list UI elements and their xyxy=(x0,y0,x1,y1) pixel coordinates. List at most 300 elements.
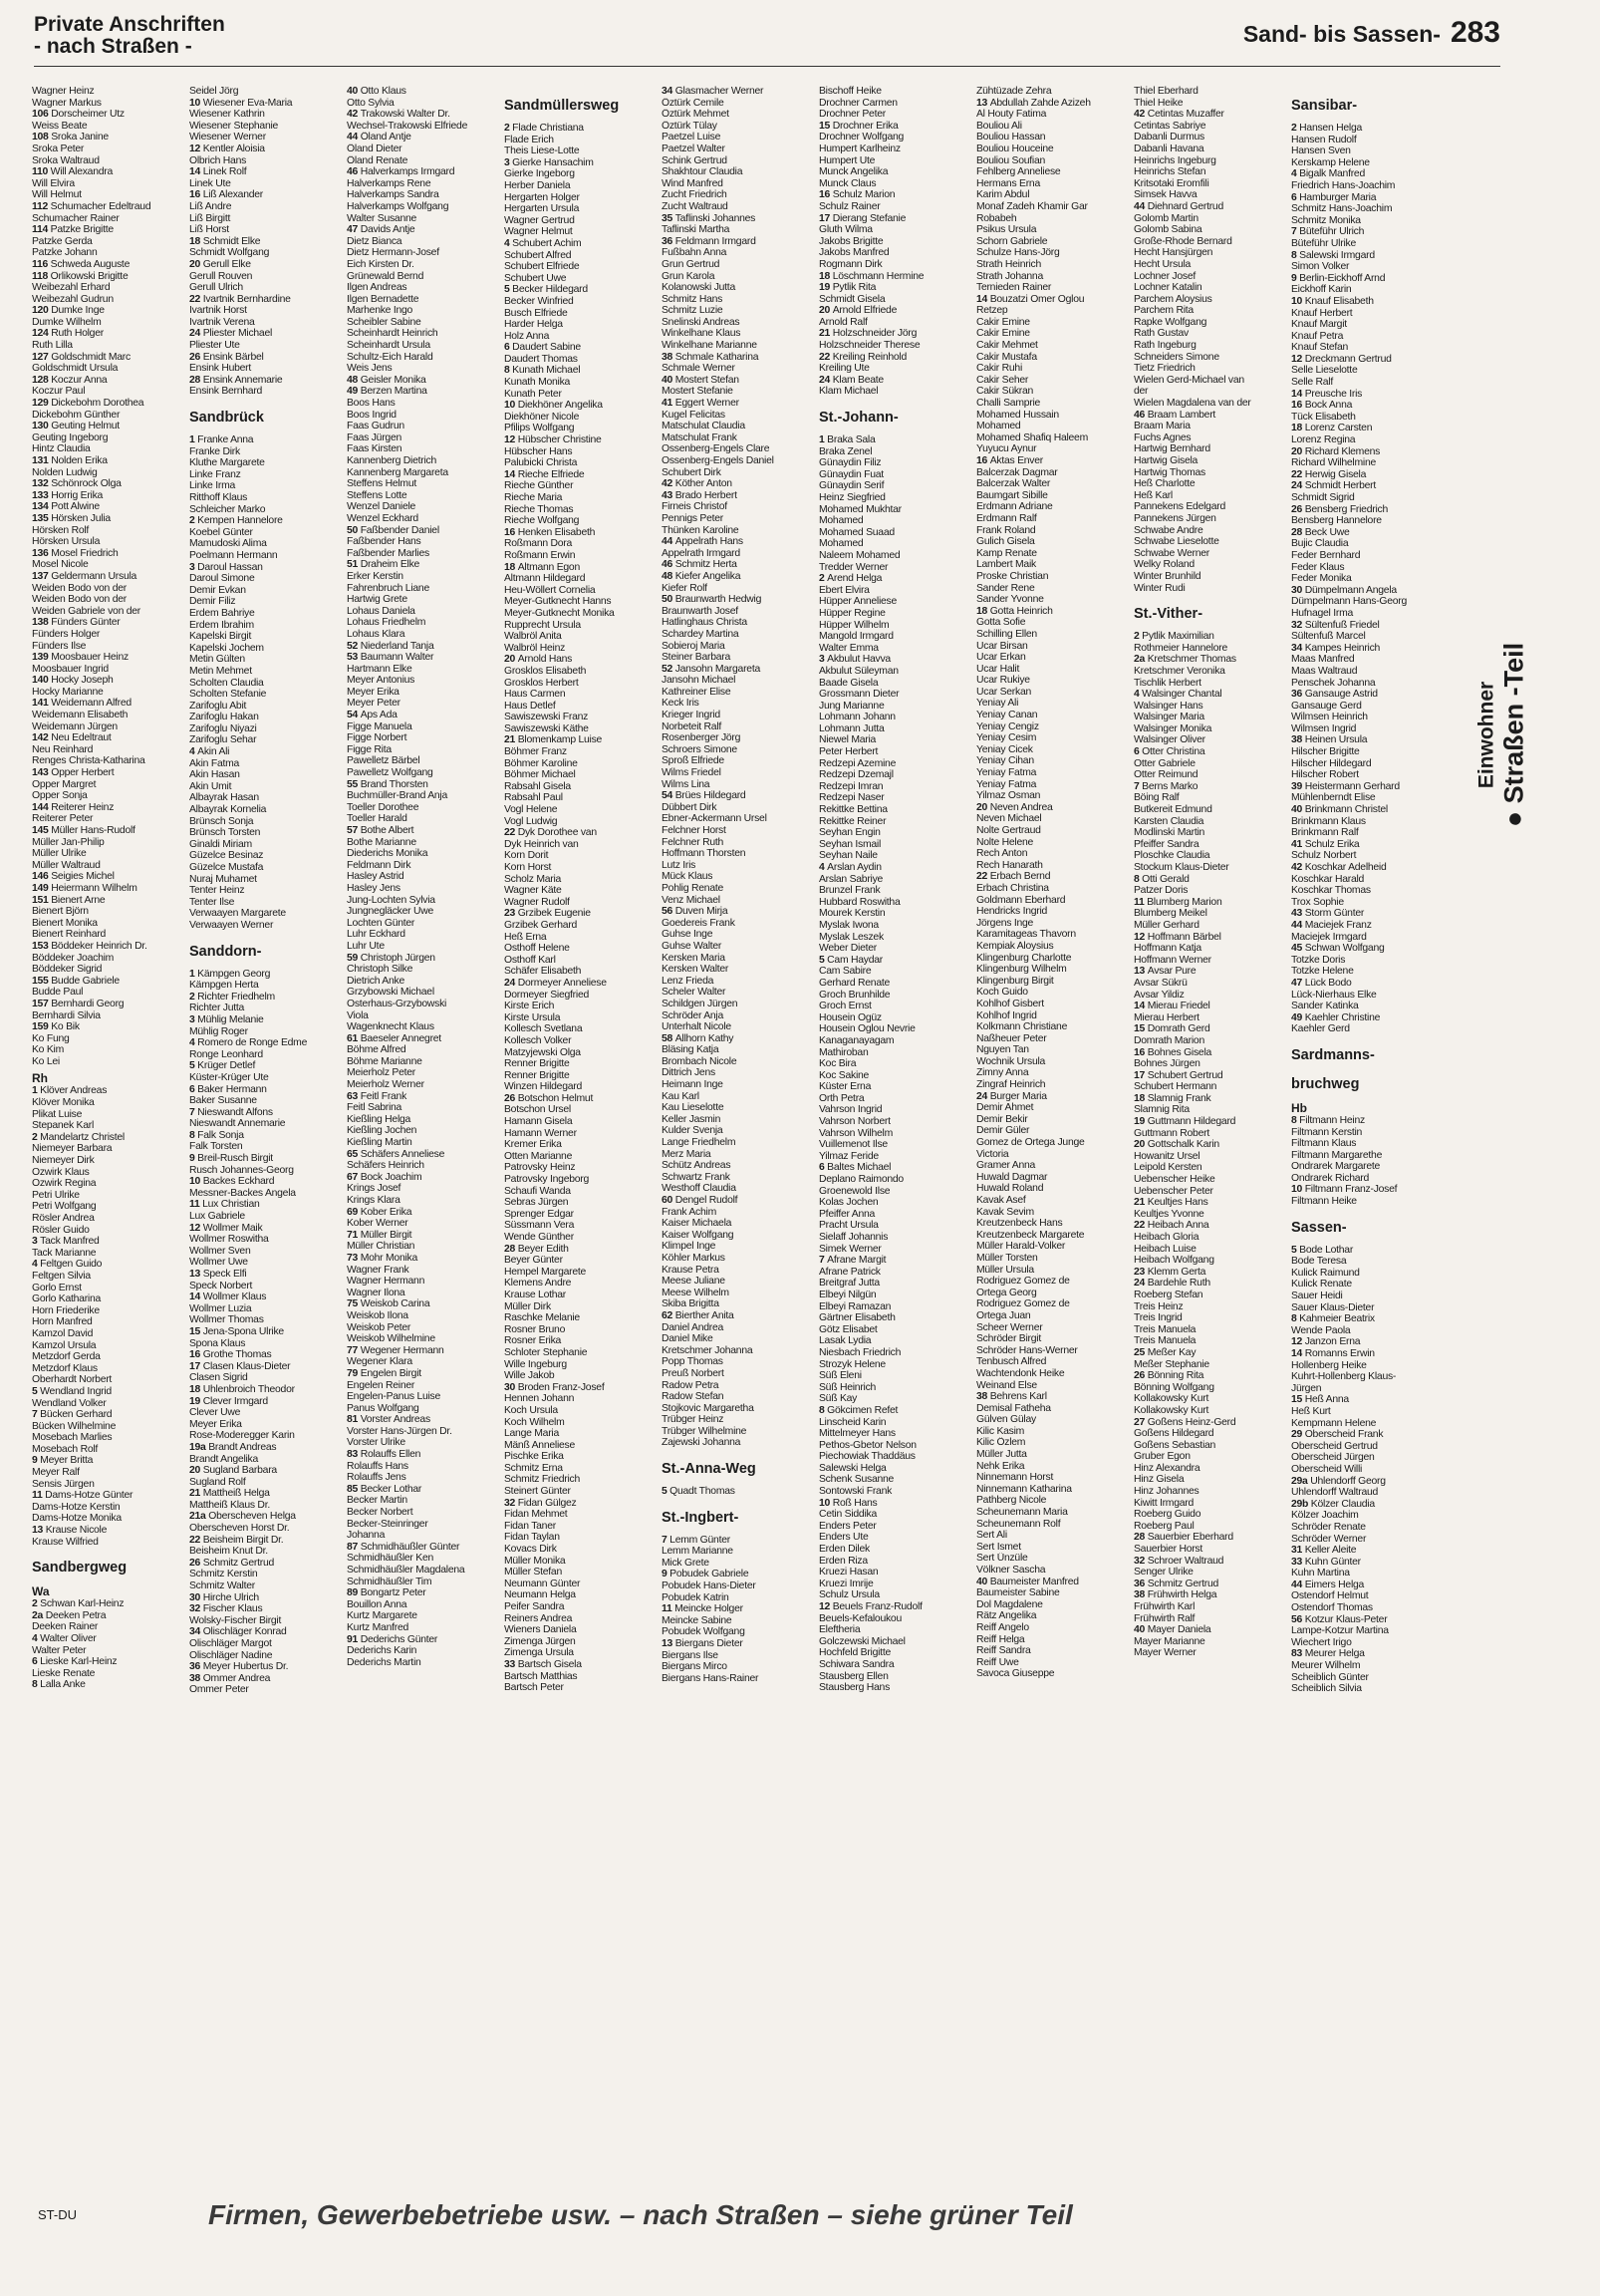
resident-entry: Radow Stefan xyxy=(662,1391,724,1403)
resident-entry: Kersken Maria xyxy=(662,952,725,964)
resident-entry: Heinz Siegfried xyxy=(819,492,886,503)
resident-entry: 20 Neven Andrea xyxy=(976,801,1053,813)
resident-entry: Humpert Karlheinz xyxy=(819,143,901,154)
resident-entry: Weber Dieter xyxy=(819,943,878,955)
resident-entry: Butkereit Edmund xyxy=(1134,804,1212,816)
resident-entry: Scheinhardt Ursula xyxy=(347,340,430,352)
resident-entry: Diekhöner Nicole xyxy=(504,411,580,423)
resident-entry: Wollmer Sven xyxy=(189,1245,251,1257)
resident-entry: Schmidt Sigrid xyxy=(1291,492,1355,503)
resident-entry: Hartwig Grete xyxy=(347,594,407,606)
resident-entry: Scheinhardt Heinrich xyxy=(347,328,438,340)
resident-entry: 40 Brinkmann Christel xyxy=(1291,804,1388,816)
resident-entry: Völkner Sascha xyxy=(976,1565,1046,1576)
resident-entry: Metin Gülten xyxy=(189,654,245,666)
resident-entry: Tenbusch Alfred xyxy=(976,1356,1047,1368)
resident-entry: Fahrenbruch Liane xyxy=(347,582,429,594)
resident-entry: Walbröl Anita xyxy=(504,631,562,643)
resident-entry: 22 Beisheim Birgit Dr. xyxy=(189,1534,284,1546)
resident-entry: Beisheim Knut Dr. xyxy=(189,1546,268,1558)
resident-entry: 3 Mühlig Melanie xyxy=(189,1013,264,1025)
resident-entry: Mück Klaus xyxy=(662,871,713,883)
resident-entry: Mathiroban xyxy=(819,1046,869,1058)
resident-entry: Mourek Kerstin xyxy=(819,908,886,920)
resident-entry: Brunzel Frank xyxy=(819,885,881,897)
street-heading: St.-Ingbert- xyxy=(662,1509,739,1526)
resident-entry: Günaydin Filiz xyxy=(819,457,882,469)
resident-entry: 134 Pott Alwine xyxy=(32,501,100,513)
resident-entry: 19a Brandt Andreas xyxy=(189,1441,277,1453)
resident-entry: Treis Ingrid xyxy=(1134,1312,1183,1324)
resident-entry: Nehk Erika xyxy=(976,1460,1025,1472)
resident-entry: Redzepi Imran xyxy=(819,780,884,792)
resident-entry: Jungnegläcker Uwe xyxy=(347,906,434,918)
resident-entry: Braam Maria xyxy=(1134,421,1191,432)
resident-entry: Meyer Antonius xyxy=(347,675,415,687)
resident-entry: Walsinger Monika xyxy=(1134,722,1212,734)
resident-entry: Nuraj Muhamet xyxy=(189,873,257,885)
resident-entry: Brandt Angelika xyxy=(189,1453,259,1465)
resident-entry: Pfeiffer Anna xyxy=(819,1208,876,1220)
resident-entry: Nolte Helene xyxy=(976,836,1034,848)
resident-entry: 130 Geuting Helmut xyxy=(32,421,120,432)
resident-entry: 56 Kotzur Klaus-Peter xyxy=(1291,1613,1388,1625)
resident-entry: Steffens Lotte xyxy=(347,489,407,501)
resident-entry: 151 Bienert Arne xyxy=(32,894,106,906)
resident-entry: Öland Dieter xyxy=(347,143,402,154)
resident-entry: Fehlberg Anneliese xyxy=(976,166,1061,178)
resident-entry: Mohamed Mukhtar xyxy=(819,503,902,515)
resident-entry: 140 Hocky Joseph xyxy=(32,675,114,687)
resident-entry: Bensberg Hannelore xyxy=(1291,515,1382,527)
resident-entry: Petri Wolfgang xyxy=(32,1201,97,1213)
resident-entry: Hörsken Rolf xyxy=(32,524,90,536)
resident-entry: Fidan Mehmet xyxy=(504,1509,568,1521)
resident-entry: Hübscher Hans xyxy=(504,445,573,457)
resident-entry: 12 Hübscher Christine xyxy=(504,434,602,446)
resident-entry: Guttmann Robert xyxy=(1134,1127,1209,1139)
resident-entry: Kaehler Gerd xyxy=(1291,1023,1350,1035)
resident-entry: Heinrichs Stefan xyxy=(1134,166,1206,178)
resident-entry: 2 Flade Christiana xyxy=(504,123,584,134)
resident-entry: Ucar Birsan xyxy=(976,640,1028,652)
street-heading: Sardmanns- xyxy=(1291,1046,1375,1063)
resident-entry: Wagner Ilona xyxy=(347,1287,405,1298)
resident-entry: Renner Brigitte xyxy=(504,1069,570,1081)
resident-entry: Redzepi Dzemajl xyxy=(819,769,894,781)
resident-entry: Seyhan Engin xyxy=(819,827,881,839)
resident-entry: Retzep xyxy=(976,305,1008,317)
resident-entry: Tredder Werner xyxy=(819,561,889,573)
resident-entry: Kulder Svenja xyxy=(662,1125,723,1137)
resident-entry: Diederichs Monika xyxy=(347,848,428,860)
resident-entry: Bücken Wilhelmine xyxy=(32,1420,117,1432)
resident-entry: Zimenga Jürgen xyxy=(504,1635,576,1647)
resident-entry: Kerskamp Helene xyxy=(1291,156,1370,168)
resident-entry: Hergarten Holger xyxy=(504,191,580,203)
resident-entry: Kirste Ursula xyxy=(504,1011,561,1023)
resident-entry: Grossmann Dieter xyxy=(819,689,900,701)
resident-entry: Preuß Norbert xyxy=(662,1367,724,1379)
resident-entry: Klam Michael xyxy=(819,386,879,398)
resident-entry: Büteführ Ulrike xyxy=(1291,237,1356,249)
resident-entry: Walter Emma xyxy=(819,642,879,654)
resident-entry: Vogl Ludwig xyxy=(504,815,558,827)
resident-entry: Christoph Silke xyxy=(347,964,413,976)
resident-entry: 41 Eggert Werner xyxy=(662,398,739,410)
resident-entry: 32 Fidan Gülgez xyxy=(504,1497,577,1509)
resident-entry: Liß Andre xyxy=(189,200,232,212)
resident-entry: Wollmer Uwe xyxy=(189,1257,248,1269)
resident-entry: Gansauge Gerd xyxy=(1291,700,1362,712)
resident-entry: Pfilips Wolfgang xyxy=(504,423,575,434)
resident-entry: Sander Katinka xyxy=(1291,1001,1359,1012)
resident-entry: Bienert Björn xyxy=(32,906,89,918)
resident-entry: 108 Sroka Janine xyxy=(32,132,109,144)
resident-entry: 20 Sugland Barbara xyxy=(189,1465,277,1477)
resident-entry: Korn Dorit xyxy=(504,850,549,862)
resident-entry: Karsten Claudia xyxy=(1134,815,1204,827)
resident-entry: Kunath Peter xyxy=(504,388,562,400)
resident-entry: Arslan Sabriye xyxy=(819,873,884,885)
resident-entry: Leipold Kersten xyxy=(1134,1162,1202,1174)
resident-entry: Hecht Hansjürgen xyxy=(1134,247,1213,259)
resident-entry: Wagner Käte xyxy=(504,885,562,897)
resident-entry: Brünsch Sonja xyxy=(189,815,254,827)
resident-entry: 59 Christoph Jürgen xyxy=(347,952,435,964)
resident-entry: Schröder Birgit xyxy=(976,1333,1041,1345)
resident-entry: 44 Appelrath Hans xyxy=(662,536,743,548)
resident-entry: 23 Klemm Gerta xyxy=(1134,1266,1206,1278)
resident-entry: 48 Geisler Monika xyxy=(347,374,426,386)
resident-entry: Yeniay Cihan xyxy=(976,755,1034,767)
resident-entry: Goßens Hildegard xyxy=(1134,1428,1214,1440)
resident-entry: Strozyk Helene xyxy=(819,1358,886,1370)
resident-entry: 13 Speck Elfi xyxy=(189,1269,247,1280)
resident-entry: Tack Marianne xyxy=(32,1247,97,1259)
resident-entry: Howanitz Ursel xyxy=(1134,1150,1200,1162)
resident-entry: Ebner-Ackermann Ursel xyxy=(662,813,767,825)
resident-entry: Jörgens Inge xyxy=(976,917,1034,929)
resident-entry: Schäfers Heinrich xyxy=(347,1160,424,1172)
resident-entry: 112 Schumacher Edeltraud xyxy=(32,200,151,212)
resident-entry: Rosner Bruno xyxy=(504,1323,566,1335)
resident-entry: 25 Meßer Kay xyxy=(1134,1346,1197,1358)
resident-entry: Bartsch Matthias xyxy=(504,1670,578,1682)
resident-entry: 1 Braka Sala xyxy=(819,434,876,446)
resident-entry: Deplano Raimondo xyxy=(819,1174,904,1186)
resident-entry: Schubert Hermann xyxy=(1134,1081,1217,1093)
resident-entry: 44 Eimers Helga xyxy=(1291,1578,1365,1590)
resident-entry: Lange Friedhelm xyxy=(662,1137,736,1149)
resident-entry: 106 Dorscheimer Utz xyxy=(32,109,125,121)
resident-entry: 65 Schäfers Anneliese xyxy=(347,1148,445,1160)
resident-entry: 1 Klöver Andreas xyxy=(32,1085,108,1097)
resident-entry: 124 Ruth Holger xyxy=(32,328,104,340)
resident-entry: 45 Schwan Wolfgang xyxy=(1291,943,1385,955)
resident-entry: 6 Lieske Karl-Heinz xyxy=(32,1656,118,1668)
resident-entry: Schmitz Erna xyxy=(504,1462,563,1474)
resident-entry: 40 Otto Klaus xyxy=(347,86,406,97)
resident-entry: Akin Fatma xyxy=(189,757,240,769)
resident-entry: Linek Ute xyxy=(189,177,231,189)
resident-entry: Sander Rene xyxy=(976,582,1035,594)
resident-entry: 28 Beyer Edith xyxy=(504,1243,569,1255)
resident-entry: Rekittke Bettina xyxy=(819,804,888,816)
resident-entry: Weiden Gabriele von der xyxy=(32,605,140,617)
resident-entry: Hempel Margarete xyxy=(504,1266,587,1278)
resident-entry: Reiff Uwe xyxy=(976,1656,1019,1668)
resident-entry: 19 Guttmann Hildegard xyxy=(1134,1116,1236,1128)
resident-entry: 145 Müller Hans-Rudolf xyxy=(32,825,135,836)
resident-entry: Vahrson Ingrid xyxy=(819,1104,883,1116)
resident-entry: Kempmann Helene xyxy=(1291,1417,1377,1429)
resident-entry: Kamzol David xyxy=(32,1327,94,1339)
resident-entry: 10 Wiesener Eva-Maria xyxy=(189,97,293,109)
resident-entry: 22 Erbach Bernd xyxy=(976,871,1051,883)
resident-entry: Matschulat Frank xyxy=(662,431,737,443)
resident-entry: Palubicki Christa xyxy=(504,457,578,469)
resident-entry: Vahrson Wilhelm xyxy=(819,1127,894,1139)
resident-entry: 2 Schwan Karl-Heinz xyxy=(32,1598,125,1610)
resident-entry: 15 Drochner Erika xyxy=(819,120,899,132)
resident-entry: Schmale Werner xyxy=(662,363,735,375)
resident-entry: Weiskob Peter xyxy=(347,1321,411,1333)
resident-entry: Zimny Anna xyxy=(976,1067,1029,1079)
resident-entry: Proske Christian xyxy=(976,570,1049,582)
resident-entry: Bischoff Heike xyxy=(819,86,882,97)
resident-entry: 11 Lux Christian xyxy=(189,1199,260,1211)
resident-entry: Weiden Bodo von der xyxy=(32,582,127,594)
resident-entry: 157 Bernhardi Georg xyxy=(32,998,125,1009)
resident-entry: 42 Köther Anton xyxy=(662,478,732,490)
resident-entry: Mohamed Suaad xyxy=(819,526,895,538)
resident-entry: 40 Baumeister Manfred xyxy=(976,1576,1079,1587)
resident-entry: Zarifoglu Niyazi xyxy=(189,722,257,734)
resident-entry: Hennen Johann xyxy=(504,1393,575,1405)
resident-entry: Myslak Iwona xyxy=(819,919,879,931)
resident-entry: Rieche Wolfgang xyxy=(504,515,580,527)
resident-entry: 131 Nolden Erika xyxy=(32,455,108,466)
resident-entry: Niewel Maria xyxy=(819,734,877,746)
resident-entry: Sebras Jürgen xyxy=(504,1197,569,1209)
resident-entry: Daroul Simone xyxy=(189,573,255,585)
resident-entry: Wagner Heinz xyxy=(32,86,95,97)
resident-entry: Köhler Markus xyxy=(662,1252,725,1264)
side-tab-label xyxy=(1475,566,1530,905)
resident-entry: 16 Bohnes Gisela xyxy=(1134,1046,1212,1058)
resident-entry: Sroka Waltraud xyxy=(32,154,100,166)
resident-entry: Scholten Stefanie xyxy=(189,689,267,701)
resident-entry: Bouliou Houceine xyxy=(976,143,1054,154)
resident-entry: Wochnik Ursula xyxy=(976,1055,1046,1067)
resident-entry: 47 Davids Antje xyxy=(347,224,415,236)
resident-entry: Nguyen Tan xyxy=(976,1044,1029,1056)
resident-entry: Schütz Andreas xyxy=(662,1160,731,1172)
resident-entry: Scheiblich Silvia xyxy=(1291,1683,1362,1695)
resident-entry: Schubert Elfriede xyxy=(504,261,580,273)
resident-entry: 21 Mattheiß Helga xyxy=(189,1488,270,1500)
resident-entry: Heß Erna xyxy=(504,931,547,943)
resident-entry: Gerhard Renate xyxy=(819,977,891,989)
resident-entry: Avsar Yildiz xyxy=(1134,989,1185,1001)
resident-entry: Lohaus Friedhelm xyxy=(347,617,426,629)
resident-entry: Schorn Gabriele xyxy=(976,235,1048,247)
resident-entry: Zajewski Johanna xyxy=(662,1437,741,1449)
resident-entry: Tenter Ilse xyxy=(189,896,235,908)
resident-entry: Müller Jutta xyxy=(976,1449,1027,1461)
resident-entry: 24 Klam Beate xyxy=(819,374,884,386)
resident-entry: Dams-Hotze Kerstin xyxy=(32,1501,121,1513)
resident-entry: 58 Allhorn Kathy xyxy=(662,1032,734,1044)
resident-entry: Demir Evkan xyxy=(189,584,246,596)
resident-entry: 46 Schmitz Herta xyxy=(662,559,737,571)
resident-entry: Rolauffs Hans xyxy=(347,1460,408,1472)
resident-entry: Kuhn Martina xyxy=(1291,1568,1350,1579)
resident-entry: Mattheiß Klaus Dr. xyxy=(189,1499,270,1511)
resident-entry: Neumann Helga xyxy=(504,1589,576,1601)
resident-entry: Sugland Rolf xyxy=(189,1476,246,1488)
resident-entry: Schulze Hans-Jörg xyxy=(976,247,1060,259)
resident-entry: Clever Uwe xyxy=(189,1407,241,1419)
resident-entry: 10 Backes Eckhard xyxy=(189,1176,275,1188)
resident-entry: Ronge Leonhard xyxy=(189,1048,263,1060)
directory-column xyxy=(189,86,347,2158)
resident-entry: Schmitz Hans-Joachim xyxy=(1291,203,1393,215)
resident-entry: 18 Altmann Egon xyxy=(504,561,580,573)
resident-entry: Hüpper Anneliese xyxy=(819,596,898,608)
resident-entry: Heinrichs Ingeburg xyxy=(1134,154,1216,166)
resident-entry: Felchner Horst xyxy=(662,825,726,836)
resident-entry: Meyer Erika xyxy=(347,686,400,698)
resident-entry: Lohaus Daniela xyxy=(347,605,415,617)
resident-entry: Schwabe Lieselotte xyxy=(1134,536,1219,548)
resident-entry: Hamann Gisela xyxy=(504,1116,573,1128)
resident-entry: Korn Horst xyxy=(504,862,552,873)
resident-entry: 21a Oberscheven Helga xyxy=(189,1511,296,1523)
resident-entry: 3 Akbulut Havva xyxy=(819,654,891,666)
resident-entry: Yeniay Cesim xyxy=(976,732,1037,744)
resident-entry: Frank Roland xyxy=(976,524,1036,536)
resident-entry: 33 Bartsch Gisela xyxy=(504,1658,582,1670)
resident-entry: Lampe-Kotzur Martina xyxy=(1291,1625,1389,1637)
resident-entry: 17 Clasen Klaus-Dieter xyxy=(189,1360,291,1372)
resident-entry: Mostert Stefanie xyxy=(662,386,733,398)
resident-entry: Schmitz Walter xyxy=(189,1580,255,1592)
resident-entry: 41 Schulz Erika xyxy=(1291,838,1360,850)
resident-entry: Grun Karola xyxy=(662,270,715,282)
resident-entry: Rech Anton xyxy=(976,848,1028,860)
resident-entry: Kollakowsky Kurt xyxy=(1134,1393,1209,1405)
resident-entry: 9 Berlin-Eickhoff Arnd xyxy=(1291,272,1386,284)
resident-entry: Moosbauer Ingrid xyxy=(32,663,109,675)
resident-entry: Walsinger Oliver xyxy=(1134,734,1205,746)
resident-entry: Mamudoski Alima xyxy=(189,538,267,550)
directory-column xyxy=(347,86,504,2158)
resident-entry: 4 Walter Oliver xyxy=(32,1633,97,1644)
resident-entry: Uebenscher Peter xyxy=(1134,1185,1213,1197)
resident-entry: Cakir Mustafa xyxy=(976,351,1037,363)
resident-entry: Bouliou Soufian xyxy=(976,154,1046,166)
resident-entry: Roeberg Guido xyxy=(1134,1509,1201,1521)
resident-entry: Weiden Bodo von der xyxy=(32,594,127,606)
resident-entry: Groch Ernst xyxy=(819,1001,872,1012)
resident-entry: Meßer Stephanie xyxy=(1134,1358,1209,1370)
resident-entry: 6 Otter Christina xyxy=(1134,746,1205,758)
street-heading: St.-Johann- xyxy=(819,410,899,427)
resident-entry: Kurtz Manfred xyxy=(347,1621,409,1633)
resident-entry: Hermans Erna xyxy=(976,177,1040,189)
resident-entry: Frank Achim xyxy=(662,1206,716,1218)
resident-entry: Wille Ingeburg xyxy=(504,1358,567,1370)
resident-entry: Linke Irma xyxy=(189,480,236,492)
resident-entry: Kanaganayagam xyxy=(819,1034,895,1046)
resident-entry: Humpert Ute xyxy=(819,154,876,166)
resident-entry: Klemens Andre xyxy=(504,1278,572,1290)
resident-entry: Klingenburg Wilhelm xyxy=(976,964,1067,976)
resident-entry: Totzke Doris xyxy=(1291,954,1346,966)
resident-entry: Olbrich Hans xyxy=(189,154,247,166)
resident-entry: Koc Sakine xyxy=(819,1069,870,1081)
resident-entry: Erden Riza xyxy=(819,1555,868,1567)
resident-entry: Drochner Peter xyxy=(819,109,886,121)
directory-column xyxy=(504,86,662,2158)
resident-entry: 11 Meincke Holger xyxy=(662,1603,743,1615)
resident-entry: Filtmann Klaus xyxy=(1291,1138,1357,1150)
resident-entry: Wagner Rudolf xyxy=(504,896,570,908)
resident-entry: Dabanli Havana xyxy=(1134,143,1204,154)
resident-entry: Wachtendonk Heike xyxy=(976,1367,1065,1379)
resident-entry: Kavak Sevim xyxy=(976,1206,1034,1218)
resident-entry: 149 Heiermann Wilhelm xyxy=(32,882,137,894)
resident-entry: Schmidt Gisela xyxy=(819,293,886,305)
resident-entry: Hinz Alexandra xyxy=(1134,1462,1200,1474)
resident-entry: Elbeyi Nilgün xyxy=(819,1289,877,1300)
resident-entry: Kamzol Ursula xyxy=(32,1339,97,1351)
resident-entry: Horn Manfred xyxy=(32,1316,93,1328)
resident-entry: Kuhrt-Hollenberg Klaus- xyxy=(1291,1371,1397,1383)
resident-entry: Kritsotaki Eromfili xyxy=(1134,177,1209,189)
resident-entry: Kreutzenbeck Hans xyxy=(976,1218,1063,1230)
resident-entry: 79 Engelen Birgit xyxy=(347,1367,421,1379)
resident-entry: Messner-Backes Angela xyxy=(189,1187,296,1199)
resident-entry: 14 Rieche Elfriede xyxy=(504,468,585,480)
resident-entry: Grünewald Bernd xyxy=(347,270,424,282)
resident-entry: 22 Ivartnik Bernhardine xyxy=(189,293,291,305)
resident-entry: Kersken Walter xyxy=(662,964,729,976)
resident-entry: Vogl Helene xyxy=(504,804,558,816)
resident-entry: Ploschke Claudia xyxy=(1134,850,1210,862)
resident-entry: Böddeker Sigrid xyxy=(32,964,103,976)
resident-entry: Nolte Gertraud xyxy=(976,825,1041,836)
resident-entry: Sproß Elfriede xyxy=(662,755,724,767)
street-heading: bruchweg xyxy=(1291,1075,1360,1092)
resident-entry: Süssmann Vera xyxy=(504,1220,575,1232)
resident-entry: 3 Daroul Hassan xyxy=(189,561,263,573)
resident-entry: Gerull Ulrich xyxy=(189,282,243,294)
resident-entry: Albayrak Hasan xyxy=(189,792,259,804)
resident-entry: Müller Dirk xyxy=(504,1300,551,1312)
resident-entry: Steiner Barbara xyxy=(662,652,731,664)
resident-entry: Rusch Johannes-Georg xyxy=(189,1164,294,1176)
resident-entry: Strath Heinrich xyxy=(976,258,1041,270)
resident-entry: Meierholz Peter xyxy=(347,1067,416,1079)
resident-entry: Yeniay Cicek xyxy=(976,743,1033,755)
resident-entry: Gluth Wilma xyxy=(819,224,873,236)
resident-entry: Jung Marianne xyxy=(819,700,885,712)
resident-entry: Al Houty Fatima xyxy=(976,109,1047,121)
resident-entry: 63 Feitl Frank xyxy=(347,1090,407,1102)
